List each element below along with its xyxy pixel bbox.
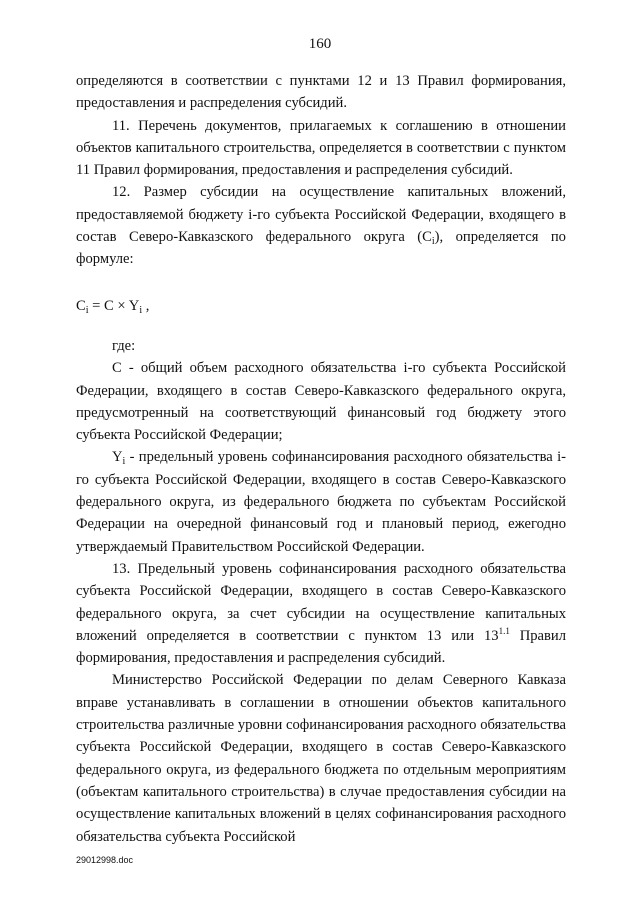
where-label: где: (112, 337, 136, 354)
document-body (76, 70, 566, 848)
paragraph-13 (76, 558, 566, 669)
formula-tail: , (142, 297, 150, 314)
formula-rhs-subscript: i (139, 304, 143, 316)
definition-c: C - общий объем расходного обязательства i-го субъекта Российской Федерации, входящего в состав Северо-Кавказского федерального округа, предусмотренный на соответствующий финансовый год бюджету этого субъекта Российской Федерации; (76, 360, 566, 444)
formula-middle: = C × Y (88, 297, 140, 314)
formula (76, 295, 566, 317)
definition-y-text: - предельный уровень софинансирования расходного обязательства i-го субъекта Российской Федерации, входящего в состав Северо-Кавказского федерального округа, из федерального бюджета по субъектам Российской Федерации на очередной финансовый год и плановый период, ежегодно утверждаемый Правительством Российской Федерации. (76, 449, 566, 555)
formula-lhs: C (76, 297, 86, 314)
paragraph-12-subscript: i (431, 236, 435, 248)
paragraph-13-text-b: Правил формирования, предоставления и распределения субсидий. (76, 627, 566, 667)
paragraph-13-superscript: 1.1 (498, 625, 510, 636)
formula-lhs-subscript: i (85, 304, 89, 316)
paragraph-13-text-a: 13. Предельный уровень софинансирования расходного обязательства субъекта Российской Федерации, входящего в состав Северо-Кавказского федерального округа, за счет субсидии на осуществление капитальных вложений определяется в соответствии с пунктом 13 или 13 (76, 560, 566, 644)
paragraph-continuation: определяются в соответствии с пунктами 12 и 13 Правил формирования, предоставления и распределения субсидий. (76, 73, 566, 112)
file-reference: 29012998.doc (76, 855, 134, 865)
paragraph-ministry: Министерство Российской Федерации по делам Северного Кавказа вправе устанавливать в соглашении в отношении объектов капитального строительства различные уровни софинансирования расходного обязательства субъекта Российской Федерации, входящего в состав Северо-Кавказского федерального округа, из федерального бюджета по отдельным мероприятиям (объектам капитального строительства) в случае предоставления субсидии на осуществление капитальных вложений в целях софинансирования расходного обязательства субъекта Российской (76, 672, 566, 845)
paragraph-11: 11. Перечень документов, прилагаемых к соглашению в отношении объектов капитального строительства, определяется в соответствии с пунктом 11 Правил формирования, предоставления и распределения субсидий. (76, 117, 566, 179)
paragraph-12-text-a: 12. Размер субсидии на осуществление капитальных вложений, предоставляемой бюджету i-го субъекта Российской Федерации, входящего в состав Северо-Кавказского федерального округа (C (76, 184, 566, 246)
definition-y-symbol: Y (112, 449, 123, 466)
definition-y-subscript: i (122, 456, 126, 468)
paragraph-12-text-b: ), определяется по формуле: (76, 229, 566, 268)
paragraph-12 (76, 181, 566, 270)
definition-y (76, 446, 566, 557)
page-number: 160 (308, 36, 332, 52)
